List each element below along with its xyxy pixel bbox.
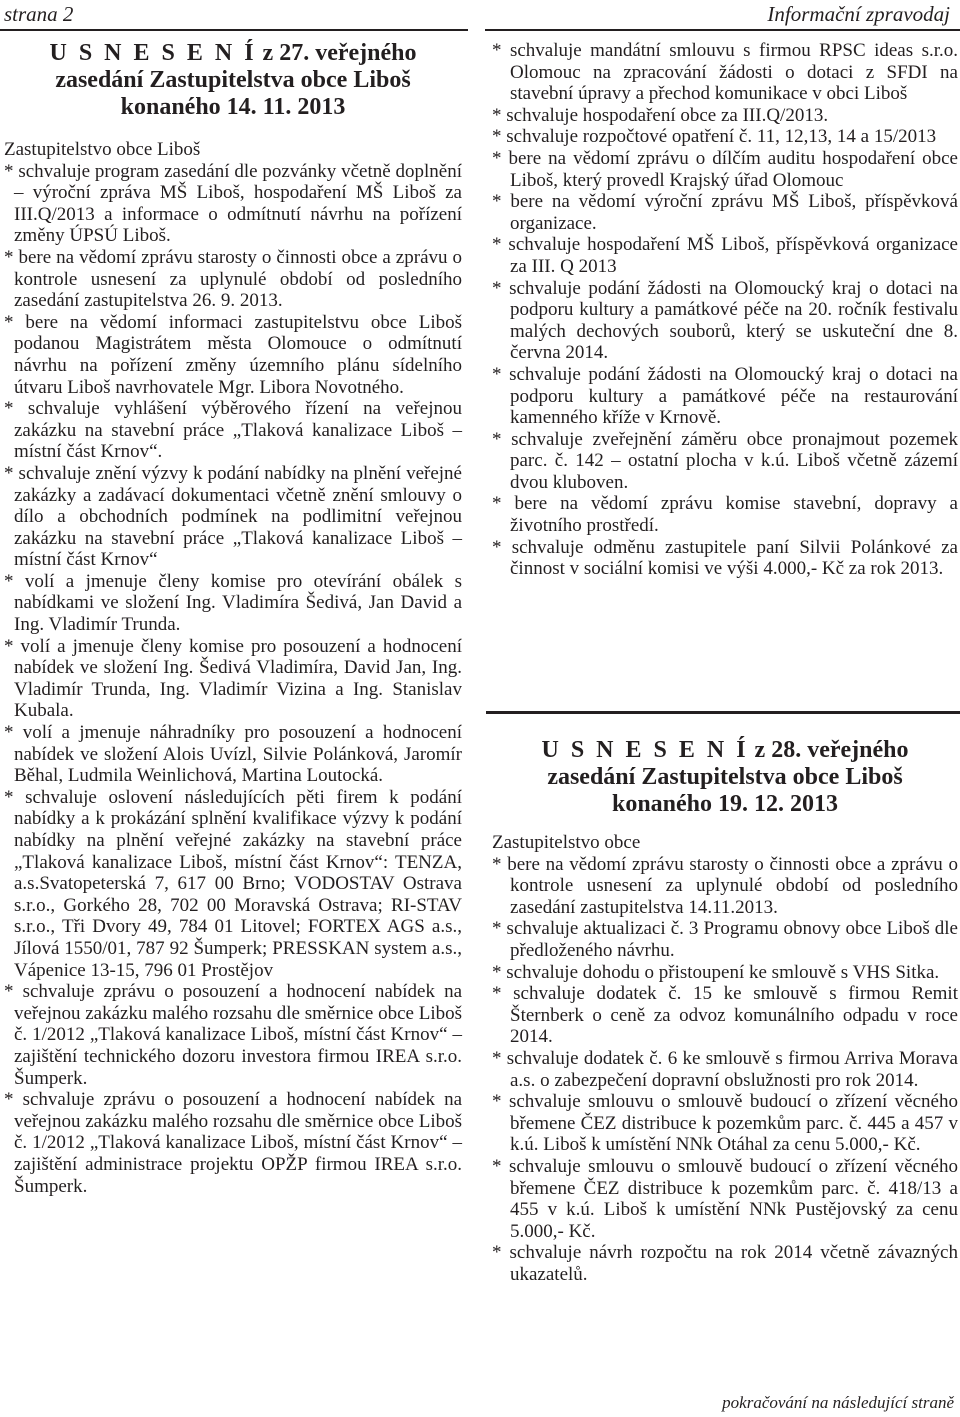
resolution-item: * schvaluje dodatek č. 6 ke smlouvě s firmou Arriva Morava a.s. o zabezpečení dopravní obslužnosti pro rok 2014. (492, 1047, 958, 1091)
resolution-item: * bere na vědomí zprávu komise stavební, dopravy a životního prostředí. (492, 493, 958, 537)
resolution-item: * volí a jmenuje členy komise pro posouzení a hodnocení nabídek ve složení Ing. Šedivá Vladimíra, David Jan, Ing. Vladimír Trunda, Ing. Vladimír Vizina a Ing. Stanislav Kubala. (4, 635, 462, 722)
resolution-item: * bere na vědomí zprávu o dílčím auditu hospodaření obce Liboš, který provedl Krajský úřad Olomouc (492, 147, 958, 191)
resolution-27-column-left (4, 40, 462, 1197)
resolution-item: * schvaluje zveřejnění záměru obce pronajmout pozemek parc. č. 142 – ostatní plocha v k.ú. Liboš včetně zázemí dvou kluboven. (492, 428, 958, 493)
page-number: strana 2 (4, 2, 74, 26)
resolution-28-title (492, 737, 958, 818)
resolution-item: * schvaluje mandátní smlouvu s firmou RPSC ideas s.r.o. Olomouc na zpracování žádosti o dotaci z SFDI na stavební úpravy a přechod komunikace v obci Liboš (492, 40, 958, 105)
resolution-item: * schvaluje podání žádosti na Olomoucký kraj o dotaci na podporu kultury a památkové péče na 20. ročník festivalu malých dechových souborů, který se uskuteční dne 8. června 2014. (492, 277, 958, 364)
header-rule-left (0, 29, 468, 31)
resolution-28-title-line3: konaného 19. 12. 2013 (611, 791, 839, 817)
resolution-item: * schvaluje podání žádosti na Olomoucký kraj o dotaci na podporu kultury a památkové péče na restaurování kamenného kříže v Krnově. (492, 363, 958, 429)
resolution-28-title-letters: U S N E S E N Í (541, 737, 749, 763)
resolution-27-title (4, 40, 462, 121)
resolution-item: * schvaluje rozpočtové opatření č. 11, 12,13, 14 a 15/2013 (492, 126, 937, 148)
resolution-27-title-line3: konaného 14. 11. 2013 (120, 94, 346, 120)
resolution-item: * schvaluje smlouvu o smlouvě budoucí o zřízení věcného břemene ČEZ distribuce k pozemkům parc. č. 418/13 a 455 v k.ú. Liboš k umístění NNk Pustějovský za cenu 5.000,- Kč. (492, 1155, 958, 1242)
resolution-item: * bere na vědomí zprávu starosty o činnosti obce a zprávu o kontrole usnesení za uplynulé období od posledního zasedání zastupitelstva 26. 9. 2013. (4, 246, 462, 312)
resolution-item: * bere na vědomí informaci zastupitelstvu obce Liboš podanou Magistrátem města Olomouce o odmítnutí návrhu na pořízení změny územního plánu sídelního útvaru Liboš navrhovatele Mgr. Libora Novotného. (4, 311, 462, 398)
resolution-item: * schvaluje odměnu zastupitele paní Silvii Polánkové za činnost v sociální komisi ve výši 4.000,- Kč za rok 2013. (492, 536, 958, 580)
resolution-item: * schvaluje dodatek č. 15 ke smlouvě s firmou Remit Šternberk o ceně za odvoz komunálního odpadu v roce 2014. (492, 983, 958, 1048)
resolution-item: * bere na vědomí výroční zprávu MŠ Liboš, příspěvková organizace. (492, 191, 958, 234)
resolution-item: * schvaluje oslovení následujících pěti firem k podání nabídky a k prokázání splnění kvalifikace výzvy k podání nabídky na plnění veřejné zakázky na stavební práce „Tlaková kanalizace Liboš, místní část Krnov“: TENZA, a.s.Svatopeterská 7, 617 00 Brno; VODOSTAV Ostrava s.r.o., Gorkého 28, 702 00 Moravská Ostrava; RI-STAV s.r.o., Tři Dvory 49, 784 01 Litovel; FORTEX AGS a.s., Jílová 1550/01, 787 92 Šumperk; PRESSKAN system a.s., Vápenice 13-15, 796 01 Prostějov (4, 786, 462, 981)
resolution-item: * schvaluje program zasedání dle pozvánky včetně doplnění – výroční zpráva MŠ Liboš, hospodaření MŠ Liboš za III.Q/2013 a informace o odmítnutí návrhu na pořízení změny ÚPSÚ Liboš. (4, 160, 462, 247)
resolution-item: * schvaluje smlouvu o smlouvě budoucí o zřízení věcného břemene ČEZ distribuce k pozemkům parc. č. 445 a 457 v k.ú. Liboš k umístění NNk Otáhal za cenu 5.000,- Kč. (492, 1091, 958, 1156)
resolution-27-column-right (492, 40, 958, 580)
resolution-27-title-letters: U S N E S E N Í (49, 40, 257, 66)
resolution-item: * schvaluje hospodaření MŠ Liboš, příspěvková organizace za III. Q 2013 (492, 234, 958, 277)
continued-note: pokračování na následující straně (722, 1393, 954, 1412)
section-divider (486, 711, 960, 714)
resolution-item: * schvaluje zprávu o posouzení a hodnocení nabídek na veřejnou zakázku malého rozsahu dle směrnice obce Liboš č. 1/2012 „Tlaková kanalizace Liboš, místní část Krnov“ – zajištění technického dozoru investora firmou IREA s.r.o. Šumperk. (4, 981, 462, 1089)
resolution-item: * volí a jmenuje náhradníky pro posouzení a hodnocení nabídek ve složení Alois Uvízl, Silvie Polánková, Jaromír Běhal, Ludmila Weinlichová, Martina Loutocká. (4, 722, 462, 787)
newsletter-name: Informační zpravodaj (767, 2, 950, 26)
resolution-28-title-rest: z 28. veřejného (754, 737, 909, 763)
resolution-item: * schvaluje hospodaření obce za III.Q/2013. (492, 104, 829, 126)
resolution-27-title-line2: zasedání Zastupitelstva obce Liboš (55, 67, 411, 93)
resolution-28-title-line2: zasedání Zastupitelstva obce Liboš (547, 764, 903, 790)
resolution-28-intro: Zastupitelstvo obce (492, 832, 641, 853)
resolution-item: * schvaluje znění výzvy k podání nabídky na plnění veřejné zakázky a zadávací dokumentaci včetně znění smlouvy o dílo a obchodních podmínek na podlimitní veřejnou zakázku na stavební práce „Tlaková kanalizace Liboš – místní část Krnov“ (4, 462, 462, 571)
resolution-27-intro: Zastupitelstvo obce Liboš (4, 139, 201, 160)
header-rule-right (485, 29, 960, 31)
resolution-28-body (492, 832, 958, 1285)
resolution-item: * volí a jmenuje členy komise pro otevírání obálek s nabídkami ve složení Ing. Vladimíra Šedivá, Jan David a Ing. Vladimír Trunda. (4, 570, 462, 636)
resolution-item: * schvaluje návrh rozpočtu na rok 2014 včetně závazných ukazatelů. (492, 1242, 958, 1285)
resolution-item: * schvaluje vyhlášení výběrového řízení na veřejnou zakázku na stavební práce „Tlaková kanalizace Liboš – místní část Krnov“. (4, 398, 462, 463)
resolution-item: * bere na vědomí zprávu starosty o činnosti obce a zprávu o kontrole usnesení za uplynulé období od posledního zasedání zastupitelstva 14.11.2013. (492, 853, 958, 918)
resolution-item: * schvaluje dohodu o přistoupení ke smlouvě s VHS Sitka. (492, 961, 940, 983)
resolution-item: * schvaluje zprávu o posouzení a hodnocení nabídek na veřejnou zakázku malého rozsahu dle směrnice obce Liboš č. 1/2012 „Tlaková kanalizace Liboš, místní část Krnov“ – zajištění administrace projektu OPŽP firmou IREA s.r.o. Šumperk. (4, 1089, 462, 1197)
resolution-item: * schvaluje aktualizaci č. 3 Programu obnovy obce Liboš dle předloženého návrhu. (492, 918, 958, 961)
resolution-27-title-rest: z 27. veřejného (262, 40, 417, 66)
